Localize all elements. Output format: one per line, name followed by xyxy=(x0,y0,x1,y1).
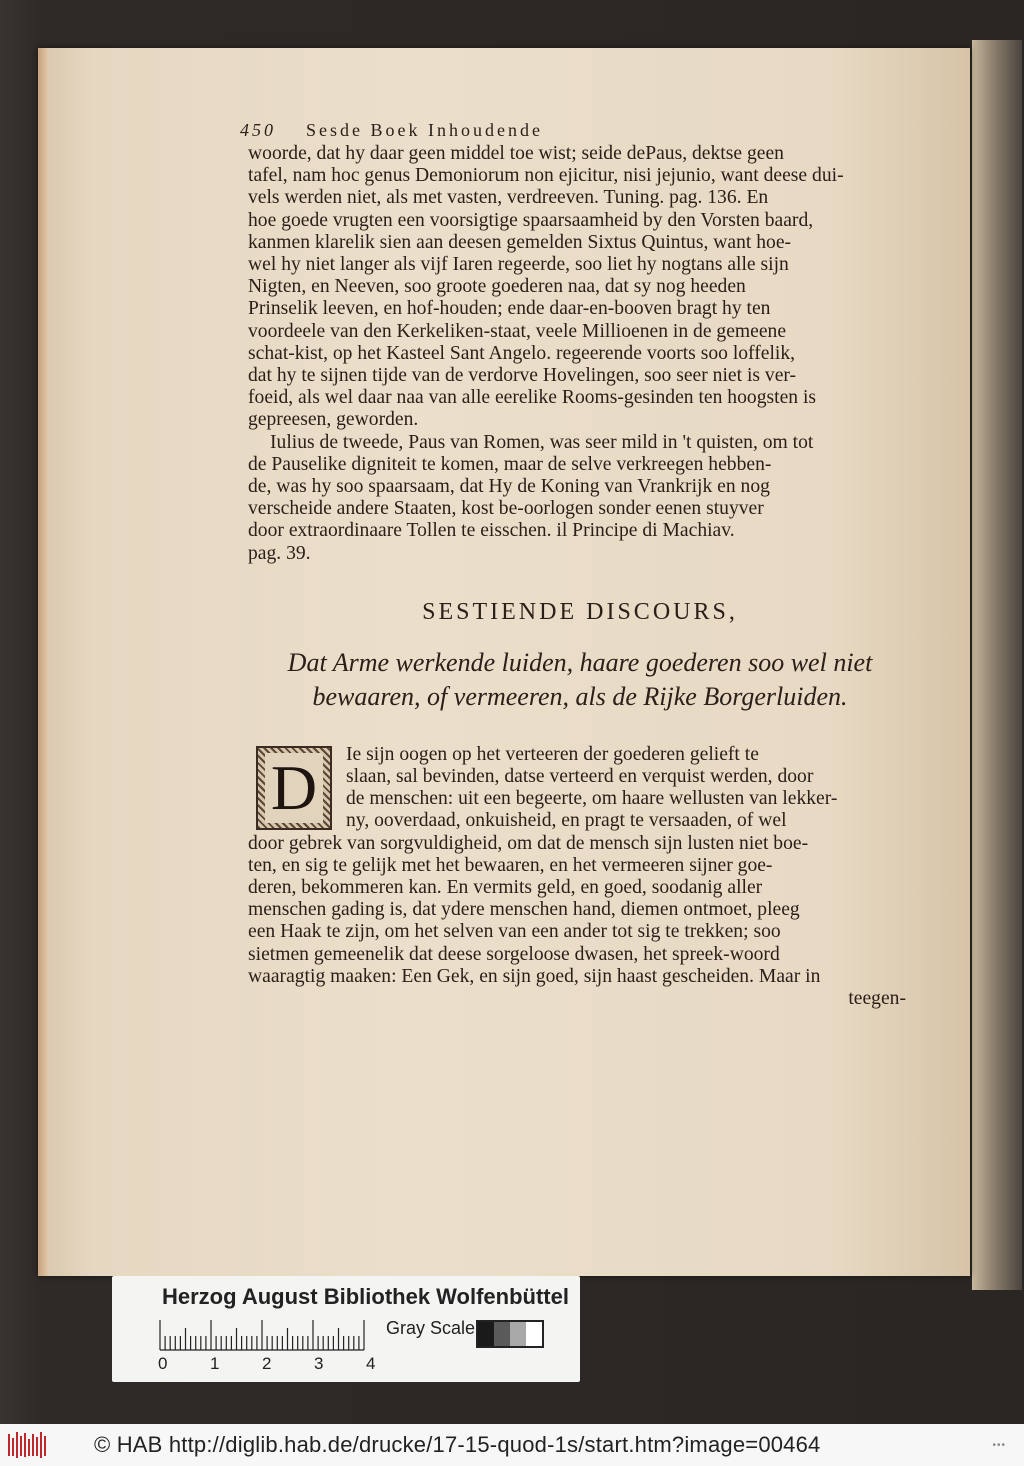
text-line: ny, ooverdaad, onkuisheid, en pragt te versaaden, of wel xyxy=(346,810,787,832)
more-options-icon[interactable]: ••• xyxy=(992,1440,1006,1451)
text-line: dat hy te sijnen tijde van de verdorve Hovelingen, soo seer niet is ver- xyxy=(248,365,797,387)
text-line: schat-kist, op het Kasteel Sant Angelo. regeerende voorts soo loffelik, xyxy=(248,342,796,364)
subtitle-line: bewaaren, of vermeeren, als de Rijke Borgerluiden. xyxy=(312,681,848,711)
next-page-edge xyxy=(972,40,1022,1290)
text-line: pag. 39. xyxy=(248,542,311,564)
paragraph-2 xyxy=(248,432,912,565)
text-line: een Haak te zijn, om het selven van een ander tot sig te trekken; soo xyxy=(248,921,781,943)
text-line: kanmen klarelik sien aan deesen gemelden Sixtus Quintus, want hoe- xyxy=(248,231,792,253)
text-line: hoe goede vrugten een voorsigtige spaarsaamheid by den Vorsten baard, xyxy=(248,209,814,231)
text-line: woorde, dat hy daar geen middel toe wist; seide dePaus, dektse geen xyxy=(248,143,784,164)
text-line: door extraordinaare Tollen te eisschen. il Principe di Machiav. xyxy=(248,520,735,542)
institution-name: Herzog August Bibliothek Wolfenbüttel xyxy=(162,1284,569,1309)
ruler-icon xyxy=(158,1318,368,1352)
subtitle-line: Dat Arme werkende luiden, haare goederen soo wel niet xyxy=(287,647,873,677)
color-calibration-card xyxy=(112,1276,580,1382)
text-line: waaragtig maaken: Een Gek, en sijn goed, sijn haast gescheiden. Maar in xyxy=(248,965,821,987)
gray-patch xyxy=(478,1322,494,1346)
gray-patch xyxy=(494,1322,510,1346)
running-header xyxy=(240,120,912,141)
gray-patch xyxy=(510,1322,526,1346)
text-line: ten, en sig te gelijk met het bewaaren, en het vermeeren sijner goe- xyxy=(248,854,773,876)
running-title: Sesde Boek Inhoudende xyxy=(306,120,543,140)
text-line: verscheide andere Staaten, kost be-oorlogen sonder eenen stuyver xyxy=(248,498,764,520)
decorated-initial xyxy=(256,746,332,830)
text-line: de Pauselike digniteit te komen, maar de selve verkreegen hebben- xyxy=(248,453,772,475)
text-line: sietmen gemeenelik dat deese sorgeloose dwasen, het spreek-woord xyxy=(248,943,780,965)
page-fore-edge xyxy=(38,48,48,1276)
text-line: Nigten, en Neeven, soo groote goederen naa, dat sy nog heeden xyxy=(248,276,746,298)
text-line: door gebrek van sorgvuldigheid, om dat de mensch sijn lusten niet boe- xyxy=(248,832,809,854)
gray-scale-label: Gray Scale xyxy=(386,1318,476,1338)
ruler-number: 0 xyxy=(158,1354,168,1373)
discourse-heading: SESTIENDE DISCOURS, xyxy=(422,598,738,625)
text-line: Iulius de tweede, Paus van Romen, was seer mild in 't quisten, om tot xyxy=(270,431,814,453)
text-line: de, was hy soo spaarsaam, dat Hy de Koning van Vrankrijk en nog xyxy=(248,476,770,498)
discourse-subtitle xyxy=(248,646,912,714)
text-line: tafel, nam hoc genus Demoniorum non ejicitur, nisi jejunio, want deese dui- xyxy=(248,165,844,187)
text-line: foeid, als wel daar naa van alle eerelike Rooms-gesinden ten hoogsten is xyxy=(248,387,817,409)
gray-scale-swatch xyxy=(476,1320,544,1348)
ruler-number: 4 xyxy=(366,1354,376,1373)
ruler-number: 3 xyxy=(314,1354,324,1373)
text-line: voordeele van den Kerkeliken-staat, veele Millioenen in de gemeene xyxy=(248,320,787,342)
text-line: Prinselik leeven, en hof-houden; ende daar-en-booven bragt hy ten xyxy=(248,298,771,320)
citation-link[interactable]: © HAB http://diglib.hab.de/drucke/17-15-quod-1s/start.htm?image=00464 xyxy=(94,1432,821,1457)
text-line: vels werden niet, als met vasten, verdreeven. Tuning. pag. 136. En xyxy=(248,187,769,209)
paragraph-1 xyxy=(248,143,912,432)
text-line: wel hy niet langer als vijf Iaren regeerde, soo liet hy nogtans alle sijn xyxy=(248,254,789,276)
ruler-number: 1 xyxy=(210,1354,220,1373)
text-line: deren, bekommeren kan. En vermits geld, en goed, soodanig aller xyxy=(248,877,763,899)
text-line: Ie sijn oogen op het verteeren der goederen gelieft te xyxy=(346,743,759,765)
text-line: de menschen: uit een begeerte, om haare wellusten van lekker- xyxy=(346,788,838,810)
viewer-footer xyxy=(0,1424,1024,1466)
hab-barcode-logo-icon[interactable] xyxy=(6,1430,50,1460)
text-line: gepreesen, geworden. xyxy=(248,409,419,431)
page-text xyxy=(240,120,912,1010)
ruler-scale xyxy=(158,1318,368,1352)
text-line: menschen gading is, dat ydere menschen hand, diemen ontmoet, pleeg xyxy=(248,899,800,921)
text-line: slaan, sal bevinden, datse verteerd en verquist werden, door xyxy=(346,766,814,788)
page-number: 450 xyxy=(240,120,276,140)
gray-patch xyxy=(526,1322,542,1346)
ruler-number: 2 xyxy=(262,1354,272,1373)
catchword: teegen- xyxy=(848,988,906,1010)
paragraph-3 xyxy=(248,744,912,1010)
initial-letter: D xyxy=(265,753,323,823)
